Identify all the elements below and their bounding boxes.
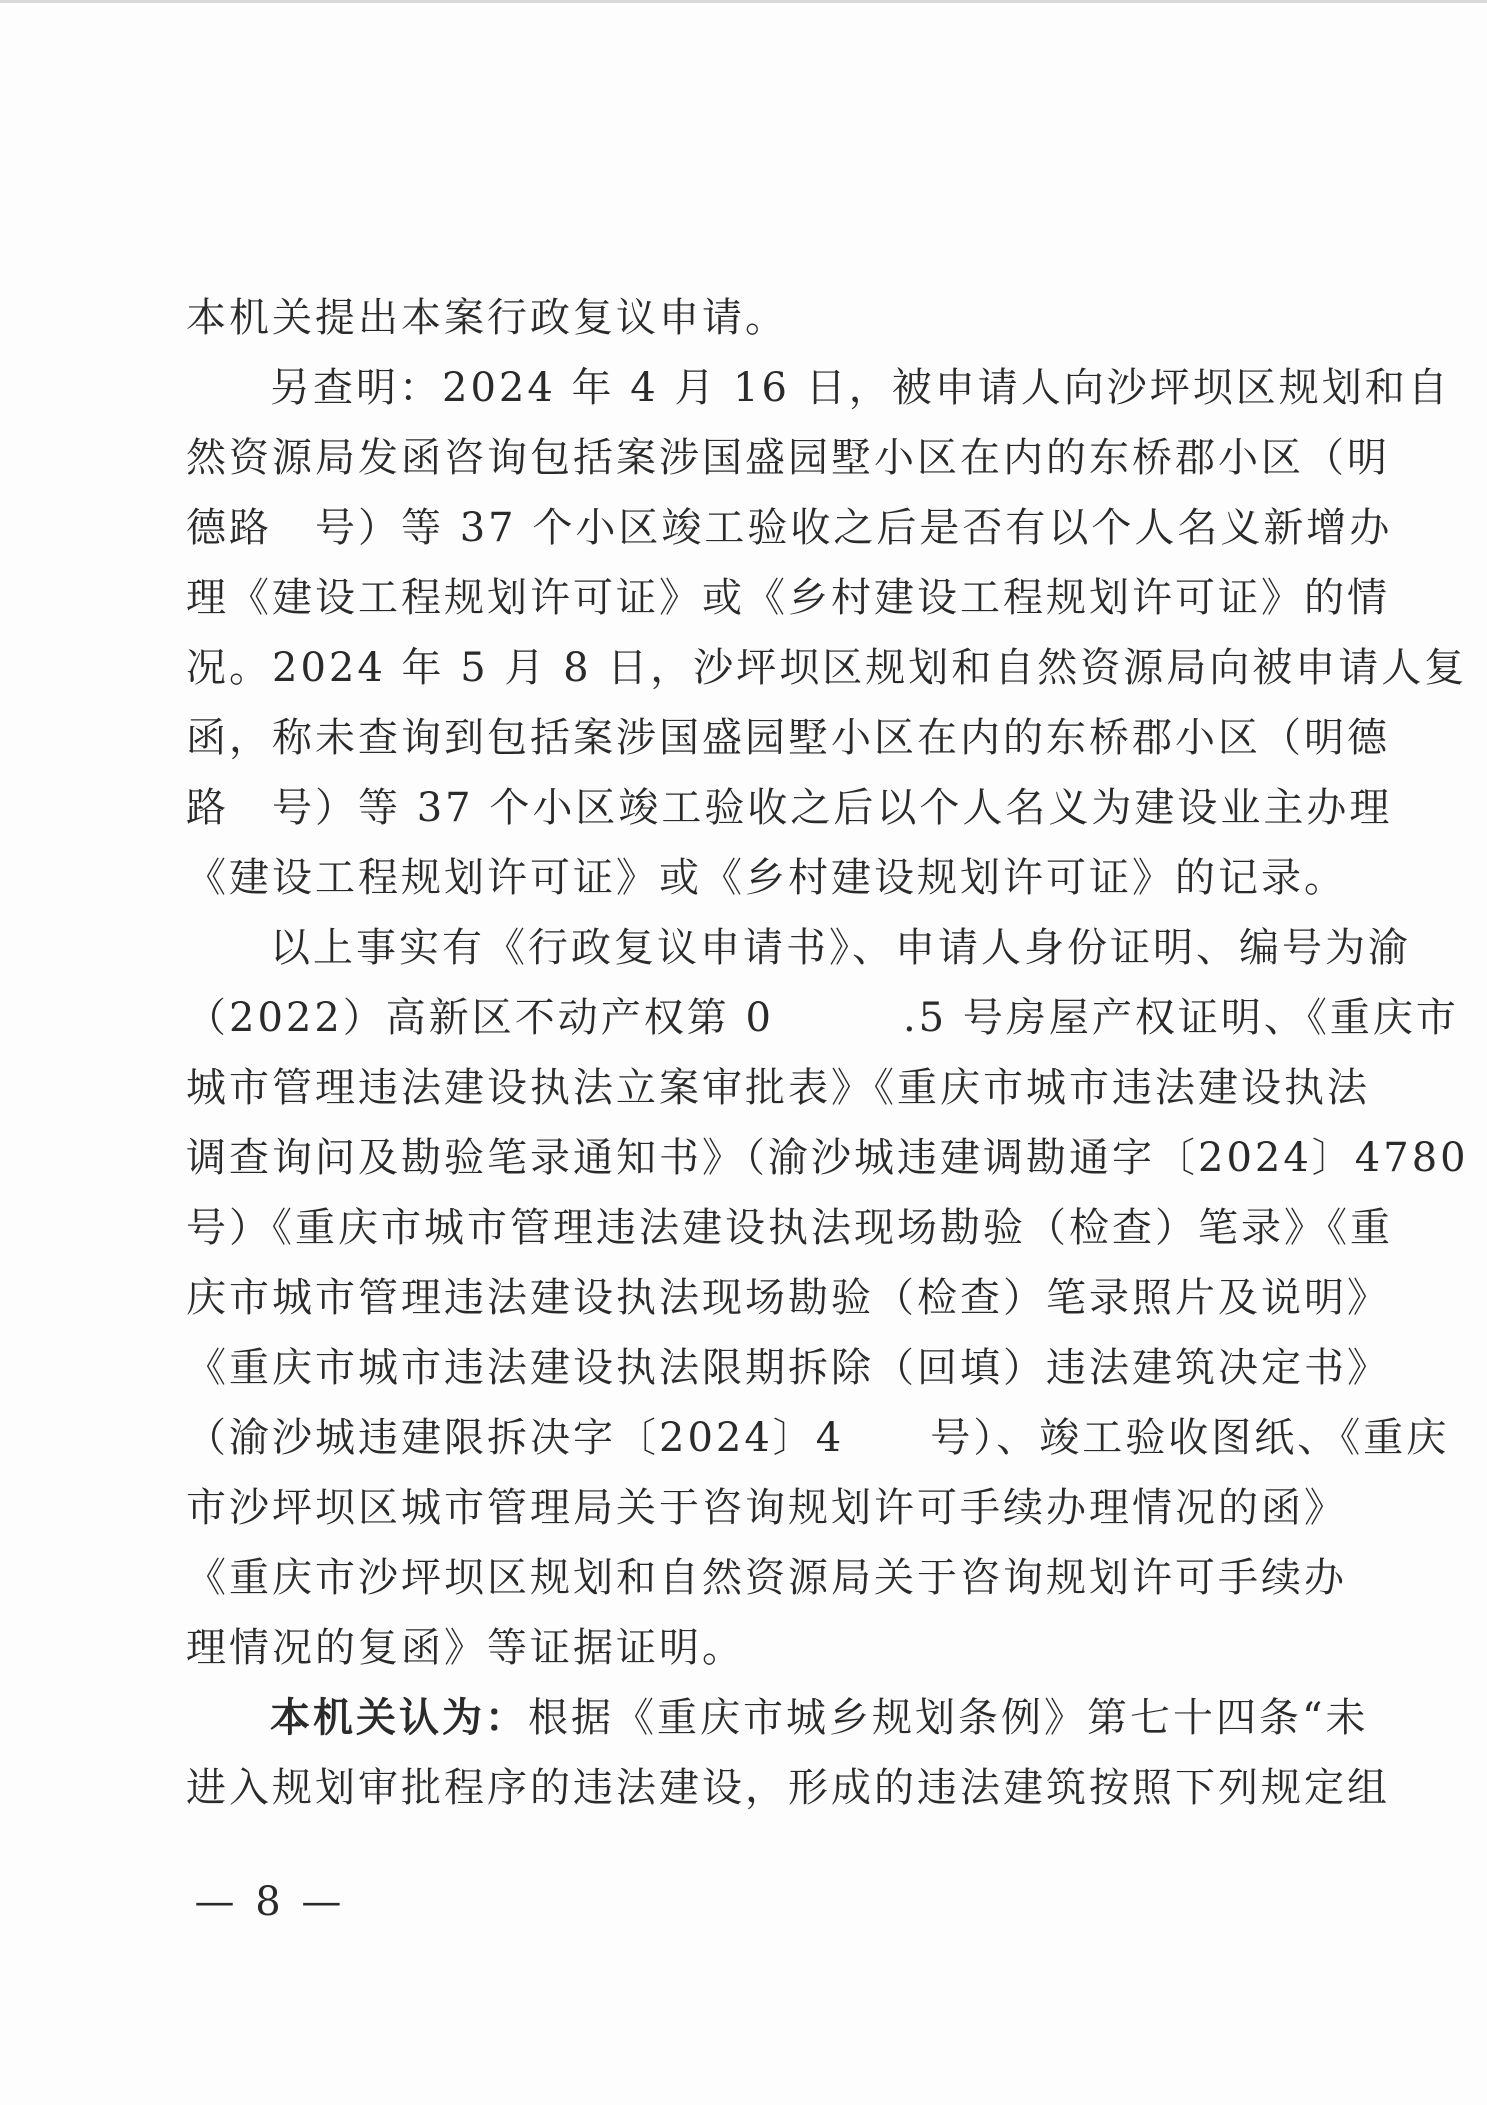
body-line: 《重庆市沙坪坝区规划和自然资源局关于咨询规划许可手续办 bbox=[186, 1555, 1347, 1601]
conclusion-lead: 本机关认为： bbox=[270, 1694, 528, 1741]
body-line: 理情况的复函》等证据证明。 bbox=[186, 1625, 745, 1671]
body-line: 庆市城市管理违法建设执法现场勘验（检查）笔录照片及说明》 bbox=[186, 1275, 1390, 1321]
body-line: （渝沙城违建限拆决字〔2024〕4 号）、竣工验收图纸、《重庆 bbox=[186, 1415, 1450, 1461]
body-line: 德路 号）等 37 个小区竣工验收之后是否有以个人名义新增办 bbox=[186, 505, 1393, 551]
body-line bbox=[186, 1683, 1369, 1753]
body-line: 路 号）等 37 个小区竣工验收之后以个人名义为建设业主办理 bbox=[186, 785, 1393, 831]
body-line: 进入规划审批程序的违法建设，形成的违法建筑按照下列规定组 bbox=[186, 1765, 1390, 1811]
body-line: 《建设工程规划许可证》或《乡村建设规划许可证》的记录。 bbox=[186, 855, 1347, 901]
body-line: 本机关提出本案行政复议申请。 bbox=[186, 295, 788, 341]
page-number: — 8 — bbox=[194, 1879, 346, 1925]
body-line: （2022）高新区不动产权第 0 .5 号房屋产权证明、《重庆市 bbox=[186, 995, 1459, 1041]
body-line: 《重庆市城市违法建设执法限期拆除（回填）违法建筑决定书》 bbox=[186, 1345, 1390, 1391]
body-line: 然资源局发函咨询包括案涉国盛园墅小区在内的东桥郡小区（明 bbox=[186, 435, 1390, 481]
body-line: 另查明：2024 年 4 月 16 日，被申请人向沙坪坝区规划和自 bbox=[270, 365, 1451, 411]
body-line: 调查询问及勘验笔录通知书》（渝沙城违建调勘通字〔2024〕4780 bbox=[186, 1135, 1469, 1181]
body-line: 以上事实有《行政复议申请书》、申请人身份证明、编号为渝 bbox=[270, 925, 1411, 971]
body-line: 理《建设工程规划许可证》或《乡村建设工程规划许可证》的情 bbox=[186, 575, 1390, 621]
page-top-edge bbox=[0, 0, 1487, 3]
body-line: 函，称未查询到包括案涉国盛园墅小区在内的东桥郡小区（明德 bbox=[186, 715, 1390, 761]
body-line: 城市管理违法建设执法立案审批表》《重庆市城市违法建设执法 bbox=[186, 1065, 1370, 1111]
conclusion-text: 根据《重庆市城乡规划条例》第七十四条“未 bbox=[528, 1695, 1369, 1741]
body-line: 市沙坪坝区城市管理局关于咨询规划许可手续办理情况的函》 bbox=[186, 1485, 1347, 1531]
body-line: 号）《重庆市城市管理违法建设执法现场勘验（检查）笔录》《重 bbox=[186, 1205, 1393, 1251]
body-line: 况。2024 年 5 月 8 日，沙坪坝区规划和自然资源局向被申请人复 bbox=[186, 645, 1468, 691]
document-body bbox=[186, 283, 1469, 1823]
